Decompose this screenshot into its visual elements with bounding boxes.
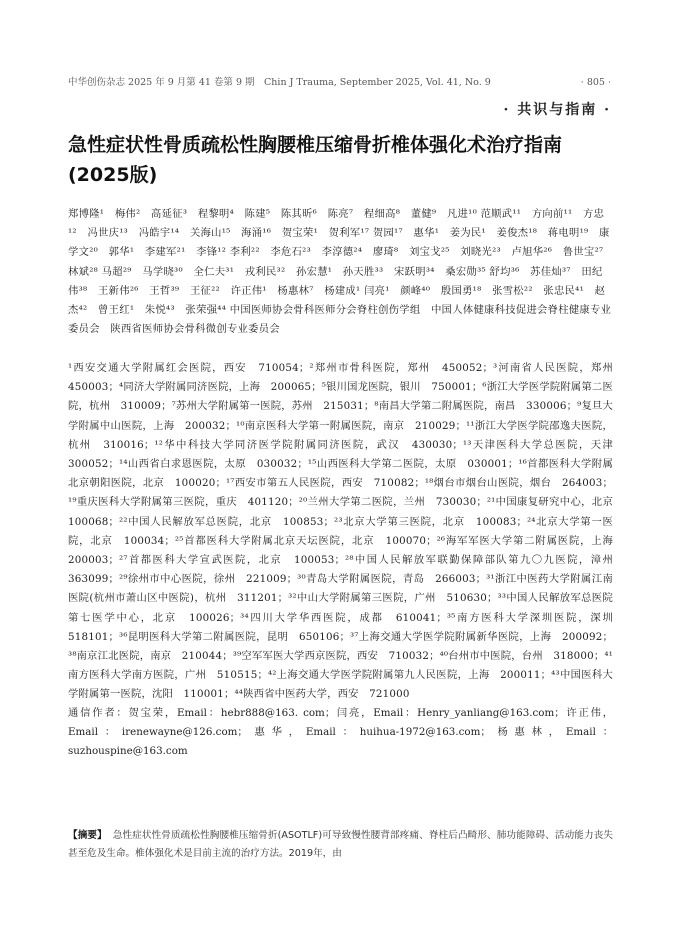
section-label: · 共识与指南 · xyxy=(503,102,611,118)
abstract xyxy=(68,827,613,863)
running-header xyxy=(68,74,611,88)
author-list: 郑博隆¹ 梅伟² 高延征³ 程黎明⁴ 陈建⁵ 陈其昕⁶ 陈亮⁷ 程细高⁸ 董健⁹ 凡进¹⁰ 范顺武¹¹ 方向前¹¹ 方忠¹² 冯世庆¹³ 冯皓宇¹⁴ 关海山¹⁵ 海涌¹⁶ 贺宝荣¹ 贺利军¹⁷ 贺园¹⁷ 惠华¹ 姜为民¹ 姜俊杰¹⁸ 蒋电明¹⁹ 康学文²⁰ 郭华¹ 李建军²¹ 李锋¹² 李利²² 李危石²³ 李淳德²⁴ 廖琦⁸ 刘宝戈²⁵ 刘晓光²³ 卢旭华²⁶ 鲁世宝²⁷ 林斌²⁸ 马超²⁹ 马学晓³⁰ 全仁夫³¹ 戎利民³² 孙宏慧¹ 孙天胜³³ 宋跃明³⁴ 桑宏勋³⁵ 舒均³⁶ 苏佳灿³⁷ 田纪伟³⁸ 王新伟²⁶ 王哲³⁹ 王征²² 许正伟¹ 杨惠林⁷ 杨建成¹ 闫亮¹ 颜峰⁴⁰ 殷国勇¹⁸ 张雪松²² 张忠民⁴¹ 赵杰⁴² 曾王红¹ 朱悦⁴³ 张荣强⁴⁴ 中国医师协会骨科医师分会脊柱创伤学组 中国人体健康科技促进会脊柱健康专业委员会 陕西省医师协会骨科微创专业委员会 xyxy=(68,208,615,336)
abstract-text: 急性症状性骨质疏松性胸腰椎压缩骨折(ASOTLF)可导致慢性腰背部疼痛、脊柱后凸畸形、肺功能障碍、活动能力丧失甚至危及生命。椎体强化术是目前主流的治疗方法。2019年，由 xyxy=(68,830,613,859)
affiliation-list: ¹西安交通大学附属红会医院，西安 710054；²郑州市骨科医院，郑州 450052；³河南省人民医院，郑州 450003；⁴同济大学附属同济医院，上海 200065；⁵银川国龙医院，银川 750001；⁶浙江大学医学院附属第二医院，杭州 310009；⁷苏州大学附属第一医院，苏州 215031；⁸南昌大学第二附属医院，南昌 330006；⁹复旦大学附属中山医院，上海 200032；¹⁰南京医科大学第一附属医院，南京 210029；¹¹浙江大学医学院邵逸夫医院，杭州 310016；¹²华中科技大学同济医学院附属同济医院，武汉 430030；¹³天津医科大学总医院，天津 300052；¹⁴山西省白求恩医院，太原 030032；¹⁵山西医科大学第二医院，太原 030001；¹⁶首都医科大学附属北京朝阳医院，北京 100020；¹⁷西安市第五人民医院，西安 710082；¹⁸烟台市烟台山医院，烟台 264003；¹⁹重庆医科大学附属第三医院，重庆 401120；²⁰兰州大学第二医院，兰州 730030；²¹中国康复研究中心，北京 100068；²²中国人民解放军总医院，北京 100853；²³北京大学第三医院，北京 100083；²⁴北京大学第一医院，北京 100034；²⁵首都医科大学附属北京天坛医院，北京 100070；²⁶海军军医大学第二附属医院，上海 200003；²⁷首都医科大学宣武医院，北京 100053；²⁸中国人民解放军联勤保障部队第九〇九医院，漳州 363099；²⁹徐州市中心医院，徐州 221009；³⁰青岛大学附属医院，青岛 266003；³¹浙江中医药大学附属江南医院(杭州市萧山区中医院)，杭州 311201；³²中山大学附属第三医院，广州 510630；³³中国人民解放军总医院第七医学中心，北京 100026；³⁴四川大学华西医院，成都 610041；³⁵南方医科大学深圳医院，深圳 518101；³⁶昆明医科大学第二附属医院，昆明 650106；³⁷上海交通大学医学院附属新华医院，上海 200092；³⁸南京江北医院，南京 210044；³⁹空军军医大学西京医院，西安 710032；⁴⁰台州市中医院，台州 318000；⁴¹南方医科大学南方医院，广州 510515；⁴²上海交通大学医学院附属第九人民医院，上海 200011；⁴³中国医科大学附属第一医院，沈阳 110001；⁴⁴陕西省中医药大学，西安 721000 xyxy=(68,362,624,701)
page-number: · 805 · xyxy=(580,77,611,88)
corresponding-authors: 通信作者：贺宝荣，Email：hebr888@163. com；闫亮，Email：Henry_yanliang@163.com；许正伟，Email：irenewayne@126.com；惠华，Email：huihua-1972@163.com；杨惠林，Email：suzhouspine@163.com xyxy=(68,707,613,758)
journal-citation: 中华创伤杂志 2025 年 9 月第 41 卷第 9 期 Chin J Trauma, September 2025, Vol. 41, No. 9 xyxy=(68,77,491,88)
abstract-label: 【摘要】 xyxy=(68,830,107,841)
article-title: 急性症状性骨质疏松性胸腰椎压缩骨折椎体强化术治疗指南(2025版) xyxy=(68,134,563,186)
